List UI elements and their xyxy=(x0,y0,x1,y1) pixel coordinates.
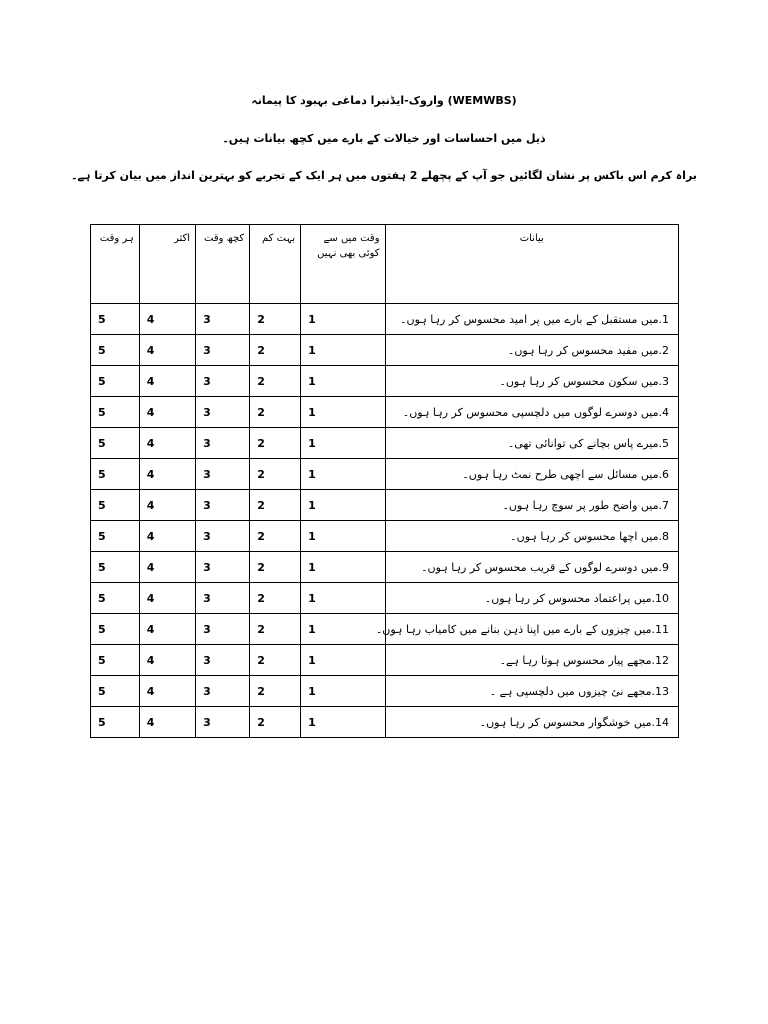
score-option-rarely[interactable]: 2 xyxy=(250,614,301,645)
score-option-all-of-the-time[interactable]: 5 xyxy=(91,366,140,397)
statement-cell: 9.میں دوسرے لوگوں کے قریب محسوس کر رہا ہوں۔ xyxy=(385,552,678,583)
score-option-all-of-the-time[interactable]: 5 xyxy=(91,459,140,490)
score-option-often[interactable]: 4 xyxy=(139,397,195,428)
score-option-none-of-the-time[interactable]: 1 xyxy=(301,490,385,521)
score-option-often[interactable]: 4 xyxy=(139,521,195,552)
score-option-some-of-the-time[interactable]: 3 xyxy=(196,521,250,552)
score-option-often[interactable]: 4 xyxy=(139,335,195,366)
score-option-often[interactable]: 4 xyxy=(139,645,195,676)
score-option-some-of-the-time[interactable]: 3 xyxy=(196,304,250,335)
score-option-often[interactable]: 4 xyxy=(139,552,195,583)
statement-cell: 5.میرے پاس بچانے کی توانائی تھی۔ xyxy=(385,428,678,459)
score-option-rarely[interactable]: 2 xyxy=(250,304,301,335)
score-option-some-of-the-time[interactable]: 3 xyxy=(196,707,250,738)
score-option-often[interactable]: 4 xyxy=(139,304,195,335)
table-row xyxy=(91,552,679,583)
score-option-all-of-the-time[interactable]: 5 xyxy=(91,645,140,676)
score-option-all-of-the-time[interactable]: 5 xyxy=(91,676,140,707)
score-option-rarely[interactable]: 2 xyxy=(250,521,301,552)
score-option-none-of-the-time[interactable]: 1 xyxy=(301,521,385,552)
score-option-often[interactable]: 4 xyxy=(139,490,195,521)
table-row xyxy=(91,490,679,521)
score-option-all-of-the-time[interactable]: 5 xyxy=(91,304,140,335)
score-option-none-of-the-time[interactable]: 1 xyxy=(301,645,385,676)
score-option-some-of-the-time[interactable]: 3 xyxy=(196,583,250,614)
score-option-none-of-the-time[interactable]: 1 xyxy=(301,676,385,707)
table-row xyxy=(91,304,679,335)
header-rarely: بہت کم xyxy=(250,225,301,304)
score-option-some-of-the-time[interactable]: 3 xyxy=(196,614,250,645)
statement-cell: 11.میں چیزوں کے بارے میں اپنا ذہن بنانے میں کامیاب رہا ہوں۔ xyxy=(385,614,678,645)
table-row xyxy=(91,397,679,428)
score-option-some-of-the-time[interactable]: 3 xyxy=(196,366,250,397)
score-option-none-of-the-time[interactable]: 1 xyxy=(301,707,385,738)
score-option-rarely[interactable]: 2 xyxy=(250,459,301,490)
score-option-all-of-the-time[interactable]: 5 xyxy=(91,583,140,614)
instruction-text: براہ کرم اس باکس پر نشان لگائیں جو آپ کے پچھلے 2 ہفتوں میں ہر ایک کے تجربے کو بہترین انداز میں بیان کرتا ہے۔ xyxy=(71,169,697,182)
score-option-all-of-the-time[interactable]: 5 xyxy=(91,707,140,738)
score-option-none-of-the-time[interactable]: 1 xyxy=(301,366,385,397)
score-option-some-of-the-time[interactable]: 3 xyxy=(196,552,250,583)
score-option-rarely[interactable]: 2 xyxy=(250,676,301,707)
score-option-often[interactable]: 4 xyxy=(139,614,195,645)
statement-cell: 12.مجھے پیار محسوس ہوتا رہا ہے۔ xyxy=(385,645,678,676)
statement-cell: 6.میں مسائل سے اچھی طرح نمٹ رہا ہوں۔ xyxy=(385,459,678,490)
header-all-of-the-time: ہر وقت xyxy=(91,225,140,304)
score-option-some-of-the-time[interactable]: 3 xyxy=(196,428,250,459)
score-option-all-of-the-time[interactable]: 5 xyxy=(91,490,140,521)
score-option-some-of-the-time[interactable]: 3 xyxy=(196,676,250,707)
score-option-some-of-the-time[interactable]: 3 xyxy=(196,645,250,676)
score-option-none-of-the-time[interactable]: 1 xyxy=(301,335,385,366)
statement-cell: 10.میں پراعتماد محسوس کر رہا ہوں۔ xyxy=(385,583,678,614)
score-option-often[interactable]: 4 xyxy=(139,583,195,614)
score-option-some-of-the-time[interactable]: 3 xyxy=(196,397,250,428)
statement-cell: 8.میں اچھا محسوس کر رہا ہوں۔ xyxy=(385,521,678,552)
score-option-some-of-the-time[interactable]: 3 xyxy=(196,490,250,521)
header-often: اکثر xyxy=(139,225,195,304)
score-option-rarely[interactable]: 2 xyxy=(250,397,301,428)
score-option-rarely[interactable]: 2 xyxy=(250,707,301,738)
table-row xyxy=(91,614,679,645)
score-option-all-of-the-time[interactable]: 5 xyxy=(91,521,140,552)
score-option-none-of-the-time[interactable]: 1 xyxy=(301,552,385,583)
statement-cell: 4.میں دوسرے لوگوں میں دلچسپی محسوس کر رہا ہوں۔ xyxy=(385,397,678,428)
score-option-none-of-the-time[interactable]: 1 xyxy=(301,428,385,459)
statement-cell: 1.میں مستقبل کے بارے میں پر امید محسوس کر رہا ہوں۔ xyxy=(385,304,678,335)
table-row xyxy=(91,366,679,397)
score-option-all-of-the-time[interactable]: 5 xyxy=(91,335,140,366)
table-row xyxy=(91,645,679,676)
table-row xyxy=(91,521,679,552)
statement-cell: 7.میں واضح طور پر سوچ رہا ہوں۔ xyxy=(385,490,678,521)
score-option-none-of-the-time[interactable]: 1 xyxy=(301,583,385,614)
score-option-often[interactable]: 4 xyxy=(139,676,195,707)
statement-cell: 2.میں مفید محسوس کر رہا ہوں۔ xyxy=(385,335,678,366)
score-option-rarely[interactable]: 2 xyxy=(250,645,301,676)
score-option-all-of-the-time[interactable]: 5 xyxy=(91,614,140,645)
score-option-none-of-the-time[interactable]: 1 xyxy=(301,304,385,335)
score-option-none-of-the-time[interactable]: 1 xyxy=(301,459,385,490)
statement-cell: 13.مجھے نئ چیزوں میں دلچسپی ہے ۔ xyxy=(385,676,678,707)
table-row xyxy=(91,459,679,490)
score-option-some-of-the-time[interactable]: 3 xyxy=(196,335,250,366)
score-option-rarely[interactable]: 2 xyxy=(250,335,301,366)
score-option-rarely[interactable]: 2 xyxy=(250,428,301,459)
score-option-rarely[interactable]: 2 xyxy=(250,366,301,397)
wellbeing-scale-table xyxy=(90,224,679,738)
score-option-all-of-the-time[interactable]: 5 xyxy=(91,397,140,428)
table-row xyxy=(91,428,679,459)
score-option-all-of-the-time[interactable]: 5 xyxy=(91,428,140,459)
score-option-rarely[interactable]: 2 xyxy=(250,583,301,614)
score-option-often[interactable]: 4 xyxy=(139,428,195,459)
statement-cell: 14.میں خوشگوار محسوس کر رہا ہوں۔ xyxy=(385,707,678,738)
score-option-often[interactable]: 4 xyxy=(139,366,195,397)
header-some-of-the-time: کچھ وقت xyxy=(196,225,250,304)
score-option-rarely[interactable]: 2 xyxy=(250,490,301,521)
score-option-rarely[interactable]: 2 xyxy=(250,552,301,583)
header-statements: بیانات xyxy=(385,225,678,304)
header-none-of-the-time: وقت میں سے کوئی بھی نہیں xyxy=(301,225,385,304)
statement-cell: 3.میں سکون محسوس کر رہا ہوں۔ xyxy=(385,366,678,397)
table-header-row xyxy=(91,225,679,304)
table-row xyxy=(91,335,679,366)
score-option-none-of-the-time[interactable]: 1 xyxy=(301,614,385,645)
page-title: (WEMWBS) واروک-ایڈنبرا دماغی بہبود کا پیمانہ xyxy=(251,94,517,107)
score-option-often[interactable]: 4 xyxy=(139,707,195,738)
intro-text: ذیل میں احساسات اور خیالات کے بارے میں کچھ بیانات ہیں۔ xyxy=(222,132,546,145)
table-row xyxy=(91,707,679,738)
score-option-some-of-the-time[interactable]: 3 xyxy=(196,459,250,490)
table-row xyxy=(91,676,679,707)
score-option-none-of-the-time[interactable]: 1 xyxy=(301,397,385,428)
score-option-often[interactable]: 4 xyxy=(139,459,195,490)
score-option-all-of-the-time[interactable]: 5 xyxy=(91,552,140,583)
table-row xyxy=(91,583,679,614)
